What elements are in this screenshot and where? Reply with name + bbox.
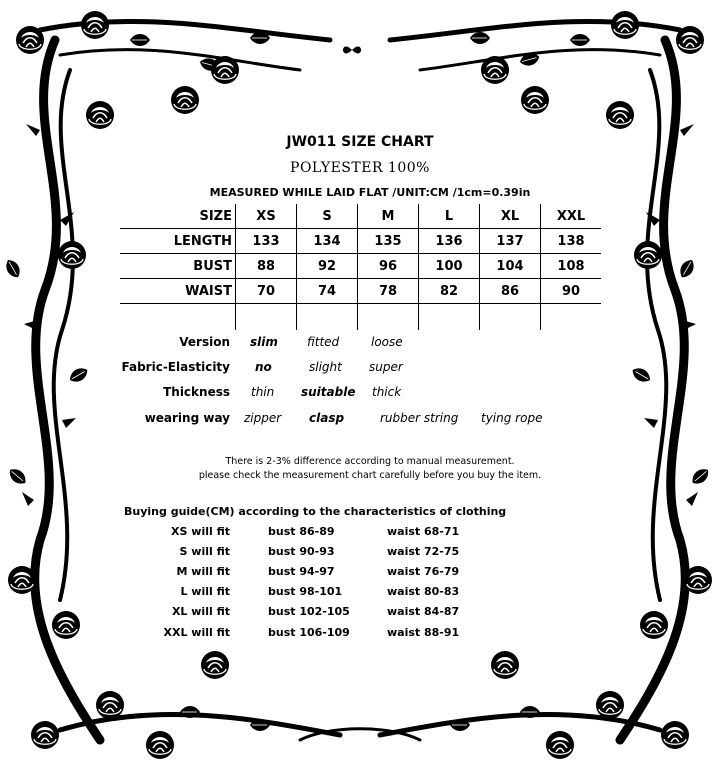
guide-fit: XS will fit bbox=[171, 525, 230, 538]
guide-fit: M will fit bbox=[176, 565, 230, 578]
size-col-header: M bbox=[358, 204, 419, 229]
row-label: WAIST bbox=[120, 279, 236, 304]
table-cell: 134 bbox=[297, 229, 358, 254]
guide-bust: bust 90-93 bbox=[268, 545, 335, 558]
size-table bbox=[120, 204, 601, 330]
table-cell: 135 bbox=[358, 229, 419, 254]
guide-bust: bust 98-101 bbox=[268, 585, 343, 598]
guide-fit: S will fit bbox=[179, 545, 230, 558]
guide-bust: bust 86-89 bbox=[268, 525, 335, 538]
table-cell: 133 bbox=[236, 229, 297, 254]
table-cell: 108 bbox=[541, 254, 602, 279]
attr-option: thin bbox=[251, 385, 275, 399]
attr-label-version: Version bbox=[179, 335, 230, 349]
attr-option: fitted bbox=[307, 335, 340, 349]
chart-title: JW011 SIZE CHART bbox=[286, 134, 434, 150]
guide-bust: bust 102-105 bbox=[268, 605, 350, 618]
attr-option-selected: no bbox=[255, 360, 272, 374]
size-header-row bbox=[120, 204, 601, 229]
attr-option: loose bbox=[371, 335, 403, 349]
size-header-label: SIZE bbox=[120, 204, 236, 229]
note-line-1: There is 2-3% difference according to manual measurement. bbox=[225, 456, 515, 467]
size-col-header: S bbox=[297, 204, 358, 229]
table-row bbox=[120, 229, 601, 254]
table-cell: 136 bbox=[419, 229, 480, 254]
size-col-header: XL bbox=[480, 204, 541, 229]
table-row bbox=[120, 254, 601, 279]
table-cell: 137 bbox=[480, 229, 541, 254]
guide-fit: L will fit bbox=[180, 585, 230, 598]
attr-option-selected: suitable bbox=[301, 385, 356, 399]
material-text: POLYESTER 100% bbox=[290, 160, 430, 176]
guide-waist: waist 68-71 bbox=[387, 525, 460, 538]
row-label: BUST bbox=[120, 254, 236, 279]
attr-option-selected: clasp bbox=[309, 411, 345, 425]
table-cell: 96 bbox=[358, 254, 419, 279]
table-cell: 92 bbox=[297, 254, 358, 279]
attr-option: tying rope bbox=[481, 411, 543, 425]
buying-guide-title: Buying guide(CM) according to the characteristics of clothing bbox=[124, 505, 507, 518]
attr-option-selected: slim bbox=[250, 335, 278, 349]
guide-fit: XL will fit bbox=[171, 605, 230, 618]
guide-waist: waist 72-75 bbox=[387, 545, 460, 558]
attr-option: rubber string bbox=[380, 411, 459, 425]
measure-note: MEASURED WHILE LAID FLAT /UNIT:CM /1cm=0.39in bbox=[209, 186, 531, 199]
table-cell: 90 bbox=[541, 279, 602, 304]
note-line-2: please check the measurement chart carefully before you buy the item. bbox=[198, 470, 542, 481]
attr-option: thick bbox=[372, 385, 402, 399]
guide-fit: XXL will fit bbox=[163, 626, 230, 639]
guide-bust: bust 106-109 bbox=[268, 626, 350, 639]
attr-option: super bbox=[369, 360, 403, 374]
table-cell: 74 bbox=[297, 279, 358, 304]
guide-waist: waist 76-79 bbox=[387, 565, 460, 578]
table-cell: 100 bbox=[419, 254, 480, 279]
guide-waist: waist 80-83 bbox=[387, 585, 460, 598]
guide-waist: waist 88-91 bbox=[387, 626, 460, 639]
table-cell: 88 bbox=[236, 254, 297, 279]
table-cell: 70 bbox=[236, 279, 297, 304]
table-cell: 78 bbox=[358, 279, 419, 304]
table-row bbox=[120, 279, 601, 304]
table-cell: 82 bbox=[419, 279, 480, 304]
table-cell: 104 bbox=[480, 254, 541, 279]
attr-label-elasticity: Fabric-Elasticity bbox=[121, 360, 230, 374]
size-col-header: XXL bbox=[541, 204, 602, 229]
size-col-header: XS bbox=[236, 204, 297, 229]
table-cell: 138 bbox=[541, 229, 602, 254]
attr-label-wearing-way: wearing way bbox=[144, 411, 230, 425]
attr-label-thickness: Thickness bbox=[163, 385, 230, 399]
size-col-header: L bbox=[419, 204, 480, 229]
spacer-row bbox=[120, 304, 601, 331]
attr-option: zipper bbox=[244, 411, 282, 425]
guide-bust: bust 94-97 bbox=[268, 565, 335, 578]
attr-option: slight bbox=[309, 360, 342, 374]
table-cell: 86 bbox=[480, 279, 541, 304]
guide-waist: waist 84-87 bbox=[387, 605, 460, 618]
row-label: LENGTH bbox=[120, 229, 236, 254]
